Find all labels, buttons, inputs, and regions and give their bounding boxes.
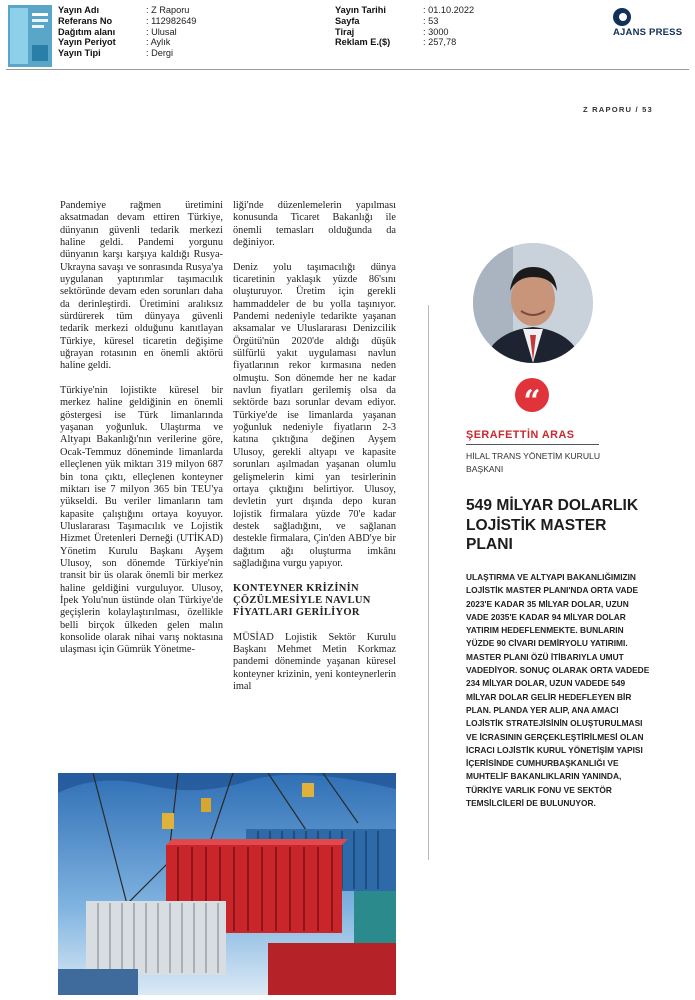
sidebar-headline: 549 MİLYAR DOLARLIK LOJİSTİK MASTER PLANI — [466, 497, 639, 554]
meta-row-distribution: Dağıtım alanı : Ulusal — [58, 26, 177, 37]
article-column-1 — [60, 200, 223, 669]
serafettin-aras-portrait — [473, 243, 593, 363]
meta-row-reference: Referans No : 112982649 — [58, 15, 197, 26]
article-paragraph: Pandemiye rağmen üretimini aksatmadan devam ettiren Türkiye, dünyanın güvenli tedarik merkezi haline geldi. Pandemi yorgunu dünyanın karşı karşıya kaldığı Rusya-Ukrayna savaşı ve sonrasında Rusya'ya uygulanan yaptırımlar taşımacılık sektöründe devam eden sorunları daha da derinleştirdi. Üretimini aralıksız sürdürerek tüm dünyaya güvenli tedarik merkezi olduğunu kanıtlayan Türkiye, küresel ticaretin değişime uğrayan rotasının en önemli aktörü haline geldi. — [60, 200, 223, 372]
meta-row-circulation: Tiraj : 3000 — [335, 26, 449, 37]
meta-row-publication: Yayın Adı : Z Raporu — [58, 5, 190, 15]
page-thumbnail[interactable] — [8, 5, 52, 67]
interviewee-title: HİLAL TRANS YÖNETİM KURULU BAŞKANI — [466, 451, 601, 474]
column-divider — [428, 305, 429, 860]
sidebar-body: ULAŞTIRMA VE ALTYAPI BAKANLIĞIMIZIN LOJİSTİK MASTER PLANI'NDA ORTA VADE 2023'E KADAR 35 MİLYAR DOLAR, UZUN VADE 2035'E KADAR 94 MİLYAR DOLAR YATIRIM HEDEFLENMEKTE. BUNLARIN YÜZDE 90 CİVARI DEMİRYOLU YATIRIMI. MASTER PLANI ÖZÜ İTİBARIYLA UMUT VADEDİYOR. SONUÇ OLARAK ORTA VADEDE 234 MİLYAR DOLAR, UZUN VADEDE 549 MİLYAR DOLAR GELİR HEDEFLEYEN BİR PLAN. PLANDA YER ALIP, ANA AMACI LOJİSTİK STRATEJİSİNİN OLUŞTURULMASI VE İCRASININ GERÇEKLEŞTİRİLMESİ OLAN İCRACI LOJİSTİK KURUL YÖNETİŞİM YAPISI İÇERİSİNDE CUMHURBAŞKANLIĞI VE MUHTELİF BAKANLIKLARIN YANINDA, TÜRKİYE VARLIK FONU VE SEKTÖR TEMSİLCİLERİ DE BULUNUYOR. — [466, 572, 650, 809]
article-paragraph: Türkiye'nin lojistikte küresel bir merkez haline geldiğinin en önemli göstergesi ise Türk limanlarında yaşanan yoğunluk. Ulaştırma ve Altyapı Bakanlığı'nın verilerine göre, Ocak-Temmuz döneminde limanlarda elleçlenen yük miktarı 319 milyon 687 bin tona çıktı, elleçlenen konteyner miktarı ise 7 milyon 365 bin TEU'ya yükseldi. Bu veriler limanların tam kapasite çalıştığını ortaya koyuyor. Uluslararası Taşımacılık ve Lojistik Hizmet Üretenleri Derneği (UTİKAD) Yönetim Kurulu Başkanı Ayşem Ulusoy, son dönemde Türkiye'nin transit bir üs olarak önemli bir merkez haline geldiğini vurguluyor. Ulusoy, İpek Yolu'nun üstünde olan Türkiye'de geçişlerin kolaylaştırılması, özellikle belli birçok ülkeden gelen malın konsolide olarak nihai varış noktasına ulaşması için Gümrük Yönetme- — [60, 385, 223, 656]
name-divider — [466, 444, 599, 445]
interviewee-name: ŞERAFETTİN ARAS — [466, 429, 575, 441]
header-divider — [6, 69, 689, 70]
article-paragraph: liği'nde düzenlemelerin yapılması konusunda Ticaret Bakanlığı ile önemli temasları olduğunda da değiniyor. — [233, 200, 396, 249]
containers-illustration — [58, 773, 396, 995]
article-paragraph: Deniz yolu taşımacılığı dünya ticaretinin yaklaşık yüzde 86'sını oluşturuyor. Üretim için gerekli hammaddeler de bu yolla taşınıyor. Pandemi nedeniyle tedarikte yaşanan aksamalar ve Uluslararası Denizcilik Örgütü'nün 2020'de aldığı düşük sülfürlü yakıt uygulaması navlun fiyatlarının rekor kırmasına neden olmuştu. Son dönemde her ne kadar navlun fiyatları gerilemiş olsa da sektörde bazı sorunlar devam ediyor. Türkiye'de ise limanlarda yaşanan yoğunluk nedeniyle fiyatların 2-3 katına çıktığına değinen Ayşem Ulusoy, gerekli altyapı ve kapasite sorunları aşılmadan yaşanan olumlu gelişmelerin kimi yan tesirlerinin ortaya çıktığını belirtiyor. Ulusoy, devletin yurt dışında depo kuran lojistik firmalara yüzde 70'e kadar destek sağladığını, ve sağlanan destekle firmalara, Çin'den ABD'ye bir dağıtım ağı oluşturma imkânı sağladığına vurgu yapıyor. — [233, 261, 396, 569]
meta-row-page: Sayfa : 53 — [335, 15, 439, 26]
meta-right — [335, 5, 474, 48]
meta-row-date: Yayın Tarihi : 01.10.2022 — [335, 5, 475, 15]
ajans-press-logo-icon — [613, 8, 631, 26]
meta-row-period: Yayın Periyot : Aylık — [58, 37, 171, 48]
portrait-illustration — [473, 243, 593, 363]
meta-row-type: Yayın Tipi : Dergi — [58, 48, 174, 59]
ajans-press-logo: AJANS PRESS — [613, 8, 687, 38]
article-column-2 — [233, 200, 396, 706]
running-head: Z RAPORU / 53 — [582, 105, 653, 114]
quote-icon: “ — [515, 378, 549, 412]
shipping-containers-photo — [58, 773, 396, 995]
meta-left — [58, 5, 196, 59]
clipping-header — [0, 0, 695, 70]
meta-row-ad-value: Reklam E.($) : 257,78 — [335, 37, 457, 48]
article-paragraph: MÜSİAD Lojistik Sektör Kurulu Başkanı Mehmet Metin Korkmaz pandemi döneminde yaşanan küresel konteyner krizinin, yeni konteynerlerin imal — [233, 631, 396, 693]
article-subheading: KONTEYNER KRİZİNİN ÇÖZÜLMESİYLE NAVLUN FİYATLARI GERİLİYOR — [233, 582, 371, 619]
